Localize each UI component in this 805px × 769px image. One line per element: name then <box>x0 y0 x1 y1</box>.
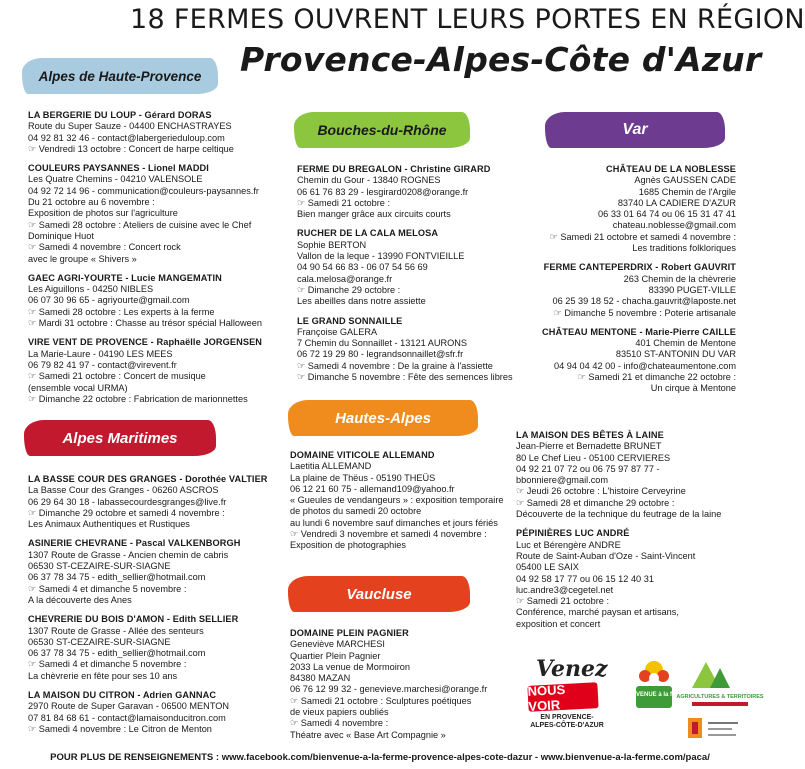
farm-info-line: ☞ Samedi 28 et dimanche 29 octobre : <box>516 497 675 508</box>
farm-info-line: Sophie BERTON <box>297 239 367 250</box>
farm-entry <box>516 528 746 630</box>
farm-entry <box>28 163 283 265</box>
farm-entry <box>297 164 522 220</box>
farm-title: LA MAISON DES BÊTES À LAINE <box>516 430 664 440</box>
farm-info-line: ☞ Samedi 4 novembre : Concert rock <box>28 242 181 253</box>
bienvenue-text: BIENVENUE à la ferme <box>621 692 687 698</box>
column-bouches-du-rhone <box>297 164 522 391</box>
farm-contact-line: 06 76 12 99 32 - genevieve.marchesi@orange.fr <box>290 684 488 695</box>
farm-entry <box>297 228 522 307</box>
farm-title: DOMAINE VITICOLE ALLEMAND <box>290 450 435 460</box>
farm-info-line: Les Quatre Chemins - 04210 VALENSOLE <box>28 174 203 185</box>
farm-info-line: 04 92 58 17 77 ou 06 15 12 40 31 <box>516 573 654 584</box>
farm-info-line: Route du Super Sauze - 04400 ENCHASTRAYES <box>28 121 232 132</box>
region-label: Alpes Maritimes <box>62 429 178 447</box>
region-label: Vaucluse <box>346 585 412 603</box>
farm-info-line: 7 Chemin du Sonnaillet - 13121 AURONS <box>297 338 468 349</box>
farm-info-line: 06 33 01 64 74 ou 06 15 31 47 41 <box>598 209 736 220</box>
farm-info-line: La Basse Cour des Granges - 06260 ASCROS <box>28 485 219 496</box>
farm-contact-line: 06 25 39 18 52 - chacha.gauvrit@laposte.net <box>552 296 736 307</box>
farm-title: CHEVRERIE DU BOIS D'AMON - Edith SELLIER <box>28 614 239 625</box>
farm-info-line: ☞ Samedi 4 et dimanche 5 novembre : <box>28 659 187 670</box>
farm-info-line: ☞ Dimanche 29 octobre : <box>297 284 401 295</box>
farm-info-line: ☞ Samedi 21 et dimanche 22 octobre : <box>577 372 736 383</box>
bienvenue-a-la-ferme-logo <box>621 658 687 714</box>
farm-info-line: ☞ Vendredi 13 octobre : Concert de harpe celtique <box>28 143 234 154</box>
footer-info: POUR PLUS DE RENSEIGNEMENTS : www.facebook.com/bienvenue-a-la-ferme-provence-alpes-cote-dazur - www.bienvenue-a-la-ferme.com/paca/ <box>50 752 710 763</box>
farm-info-line: 1307 Route de Grasse - Ancien chemin de cabris <box>28 549 229 560</box>
farm-title: CHÂTEAU DE LA NOBLESSE <box>606 164 736 174</box>
farm-entry <box>28 337 283 405</box>
farm-contact-line: bbonniere@gmail.com <box>516 475 609 486</box>
farm-contact-line: chateau.noblesse@gmail.com <box>612 220 736 231</box>
farm-info-line: Exposition de photos sur l'agriculture <box>28 208 178 219</box>
farm-info-line: Exposition de photographies <box>290 540 406 551</box>
farm-info-line: ☞ Vendredi 3 novembre et samedi 4 novembre : <box>290 529 487 540</box>
farm-info-line: 04 90 54 66 83 - 06 07 54 56 69 <box>297 262 428 273</box>
region-paca-logo <box>686 714 754 746</box>
farm-info-line: ☞ Samedi 21 octobre : <box>297 197 391 208</box>
farm-title: ASINERIE CHEVRANE - Pascal VALKENBORGH <box>28 538 241 549</box>
region-banner-hautes-alpes <box>288 400 478 436</box>
farm-info-line: Théatre avec « Base Art Compagnie » <box>290 729 446 740</box>
farm-info-line: La plaine de Thëus - 05190 THEÜS <box>290 472 436 483</box>
farm-info-line: ☞ Samedi 21 octobre : Concert de musique <box>28 371 206 382</box>
farm-info-line: ☞ Samedi 4 et dimanche 5 novembre : <box>28 583 187 594</box>
farm-info-line: ☞ Samedi 4 novembre : Le Citron de Menton <box>28 723 212 734</box>
farm-contact-line: 04 92 81 32 46 - contact@labergerieduloup.com <box>28 132 225 143</box>
column-vaucluse <box>290 628 515 749</box>
farm-info-line: Les Aiguillons - 04250 NIBLES <box>28 284 154 295</box>
farm-entry <box>28 538 283 606</box>
farm-info-line: de photos du samedi 20 octobre <box>290 506 422 517</box>
farm-info-line: Découverte de la technique du feutrage de la laine <box>516 509 722 520</box>
farm-contact-line: 06 61 76 83 29 - lesgirard0208@orange.fr <box>297 186 469 197</box>
farm-title: COULEURS PAYSANNES - Lionel MADDI <box>28 163 209 174</box>
farm-info-line: ☞ Samedi 21 octobre et samedi 4 novembre : <box>549 231 736 242</box>
farm-contact-line: 06 12 21 60 75 - allemand109@yahoo.fr <box>290 483 455 494</box>
farm-info-line: ☞ Samedi 28 octobre : Ateliers de cuisine avec le Chef <box>28 219 252 230</box>
farm-contact-line: 06 37 78 34 75 - edith_sellier@hotmail.com <box>28 648 206 659</box>
farm-title: PÉPINIÈRES LUC ANDRÉ <box>516 528 630 539</box>
farm-info-line: Luc et Bérengère ANDRE <box>516 539 621 550</box>
region-banner-bouches-du-rhone <box>294 112 470 148</box>
en-provence-text: EN PROVENCE-ALPES-CÔTE-D'AZUR <box>530 714 604 729</box>
farm-info-line: ☞ Samedi 21 octobre : Sculptures poétiques <box>290 695 472 706</box>
farm-title: CHÂTEAU MENTONE - Marie-Pierre CAILLE <box>542 326 736 337</box>
farm-info-line: 05400 LE SAIX <box>516 562 579 573</box>
farm-info-line: Quartier Plein Pagnier <box>290 650 381 661</box>
farm-info-line: La chèvrerie en fête pour ses 10 ans <box>28 670 178 681</box>
farm-info-line: au lundi 6 novembre sauf dimanches et jours fériés <box>290 517 498 528</box>
farm-entry <box>518 164 736 254</box>
column-alpes-maritimes <box>28 474 283 743</box>
farm-info-line: 1685 Chemin de l'Argile <box>638 186 736 197</box>
farm-title: LA MAISON DU CITRON - Adrien GANNAC <box>28 690 217 701</box>
farm-info-line: ☞ Samedi 4 novembre : <box>290 718 389 729</box>
farm-entry <box>290 628 515 741</box>
farm-info-line: Les abeilles dans notre assiette <box>297 296 426 307</box>
farm-contact-line: 07 81 84 68 61 - contact@lamaisonducitron.com <box>28 712 226 723</box>
farm-info-line: Du 21 octobre au 6 novembre : <box>28 197 155 208</box>
farm-info-line: 84380 MAZAN <box>290 673 351 684</box>
column-hautes-alpes-2 <box>516 430 746 638</box>
region-label: Alpes de Haute-Provence <box>38 68 202 84</box>
farm-info-line: Les Animaux Authentiques et Rustiques <box>28 519 190 530</box>
farm-info-line: 401 Chemin de Mentone <box>635 338 736 349</box>
farm-info-line: (ensemble vocal URMA) <box>28 382 128 393</box>
farm-title: GAEC AGRI-YOURTE - Lucie MANGEMATIN <box>28 272 222 283</box>
farm-info-line: Un cirque à Mentone <box>650 383 736 394</box>
farm-entry <box>518 327 736 395</box>
farm-info-line: Agnès GAUSSEN CADE <box>634 175 736 186</box>
partner-logos <box>527 656 764 748</box>
column-var <box>518 164 736 403</box>
nous-voir-badge: NOUS VOIR <box>527 682 598 712</box>
farm-info-line: 83740 LA CADIERE D'AZUR <box>617 197 736 208</box>
column-alpes-haute-provence <box>28 110 283 413</box>
farm-contact-line: 04 94 04 42 00 - info@chateaumentone.com <box>554 360 736 371</box>
farm-info-line: Geneviève MARCHESI <box>290 639 385 650</box>
farm-info-line: ☞ Dimanche 5 novembre : Poterie artisanale <box>553 307 736 318</box>
farm-info-line: Laetitia ALLEMAND <box>290 461 372 472</box>
farm-info-line: Vallon de la leque - 13990 FONTVIEILLE <box>297 251 465 262</box>
farm-entry <box>516 430 746 520</box>
region-banner-alpes-haute-provence <box>22 58 218 94</box>
farm-entry <box>28 110 283 155</box>
farm-contact-line: 06 29 64 30 18 - labassecourdesgranges@live.fr <box>28 496 227 507</box>
farm-info-line: ☞ Jeudi 26 octobre : L'histoire Cerveyrine <box>516 486 686 497</box>
farm-info-line: ☞ Dimanche 29 octobre et samedi 4 novembre : <box>28 507 225 518</box>
farm-contact-line: luc.andre3@cegetel.net <box>516 584 614 595</box>
farm-title: FERME DU BREGALON - Christine GIRARD <box>297 164 491 174</box>
farm-info-line: ☞ Mardi 31 octobre : Chasse au trésor spécial Halloween <box>28 318 262 329</box>
farm-contact-line: 06 79 82 41 97 - contact@virevent.fr <box>28 359 177 370</box>
farm-info-line: Bien manger grâce aux circuits courts <box>297 209 451 220</box>
farm-info-line: « Gueules de vendangeurs » : exposition temporaire <box>290 495 504 506</box>
farm-contact-line: 06 07 30 96 65 - agriyourte@gmail.com <box>28 295 190 306</box>
farm-info-line: ☞ Samedi 21 octobre : <box>516 596 610 607</box>
farm-contact-line: 06 72 19 29 80 - legrandsonnaillet@sfr.fr <box>297 349 464 360</box>
page-title: 18 FERMES OUVRENT LEURS PORTES EN RÉGION <box>130 4 805 35</box>
farm-info-line: La Marie-Laure - 04190 LES MEES <box>28 348 173 359</box>
farm-info-line: ☞ Dimanche 5 novembre : Fête des semences libres <box>297 372 513 383</box>
farm-info-line: 06530 ST-CEZAIRE-SUR-SIAGNE <box>28 561 171 572</box>
farm-info-line: 263 Chemin de la chèvrerie <box>623 273 736 284</box>
farm-info-line: ☞ Samedi 4 novembre : De la graine à l'assiette <box>297 360 493 371</box>
farm-entry <box>290 450 515 552</box>
farm-contact-line: cala.melosa@orange.fr <box>297 273 393 284</box>
farm-info-line: Dominique Huot <box>28 230 94 241</box>
farm-info-line: Conférence, marché paysan et artisans, <box>516 607 679 618</box>
farm-entry <box>28 614 283 682</box>
page-subtitle: Provence-Alpes-Côte d'Azur <box>240 40 762 79</box>
farm-info-line: 06530 ST-CEZAIRE-SUR-SIAGNE <box>28 636 171 647</box>
farm-info-line: exposition et concert <box>516 618 601 629</box>
farm-info-line: Françoise GALERA <box>297 326 378 337</box>
farm-info-line: 2970 Route de Super Garavan - 06500 MENTON <box>28 701 230 712</box>
region-banner-var <box>545 112 725 148</box>
farm-info-line: A la découverte des Anes <box>28 594 132 605</box>
farm-title: FERME CANTEPERDRIX - Robert GAUVRIT <box>543 262 736 273</box>
farm-contact-line: 06 37 78 34 75 - edith_sellier@hotmail.com <box>28 572 206 583</box>
venez-text: Venez <box>536 656 608 682</box>
farm-info-line: 80 Le Chef Lieu - 05100 CERVIERES <box>516 452 671 463</box>
farm-title: LE GRAND SONNAILLE <box>297 315 403 326</box>
agricultures-territoires-logo <box>676 658 764 714</box>
farm-entry <box>28 474 283 530</box>
farm-info-line: 04 92 21 07 72 ou 06 75 97 87 77 - <box>516 463 660 474</box>
farm-info-line: Jean-Pierre et Bernadette BRUNET <box>516 441 662 452</box>
farm-title: RUCHER DE LA CALA MELOSA <box>297 228 439 239</box>
farm-info-line: avec le groupe « Shivers » <box>28 253 137 264</box>
farm-title: VIRE VENT DE PROVENCE - Raphaëlle JORGENSEN <box>28 337 263 348</box>
region-label: Bouches-du-Rhône <box>317 122 447 138</box>
farm-title: DOMAINE PLEIN PAGNIER <box>290 628 409 638</box>
farm-info-line: de vieux papiers oubliés <box>290 707 389 718</box>
farm-entry <box>28 690 283 735</box>
farm-info-line: 83390 PUGET-VILLE <box>648 284 736 295</box>
farm-info-line: ☞ Samedi 28 octobre : Les experts à la ferme <box>28 306 215 317</box>
farm-entry <box>297 316 522 384</box>
farm-info-line: 83510 ST-ANTONIN DU VAR <box>615 349 736 360</box>
farm-info-line: Chemin du Gour - 13840 ROGNES <box>297 175 441 186</box>
farm-info-line: ☞ Dimanche 22 octobre : Fabrication de marionnettes <box>28 393 248 404</box>
region-banner-alpes-maritimes <box>24 420 216 456</box>
farm-info-line: Les traditions folkloriques <box>632 243 736 254</box>
farm-info-line: 1307 Route de Grasse - Allée des senteurs <box>28 625 204 636</box>
region-banner-vaucluse <box>288 576 470 612</box>
farm-title: LA BERGERIE DU LOUP - Gérard DORAS <box>28 110 212 120</box>
agricultures-text: AGRICULTURES & TERRITOIRES <box>676 694 764 700</box>
farm-info-line: Route de Saint-Auban d'Oze - Saint-Vincent <box>516 550 696 561</box>
farm-info-line: 2033 La venue de Mormoiron <box>290 661 411 672</box>
column-hautes-alpes <box>290 450 515 560</box>
region-label: Var <box>622 121 648 138</box>
farm-contact-line: 04 92 72 14 96 - communication@couleurs-paysannes.fr <box>28 185 259 196</box>
farm-title: LA BASSE COUR DES GRANGES - Dorothée VALTIER <box>28 474 268 484</box>
region-label: Hautes-Alpes <box>335 409 431 427</box>
farm-entry <box>518 262 736 318</box>
farm-entry <box>28 273 283 329</box>
